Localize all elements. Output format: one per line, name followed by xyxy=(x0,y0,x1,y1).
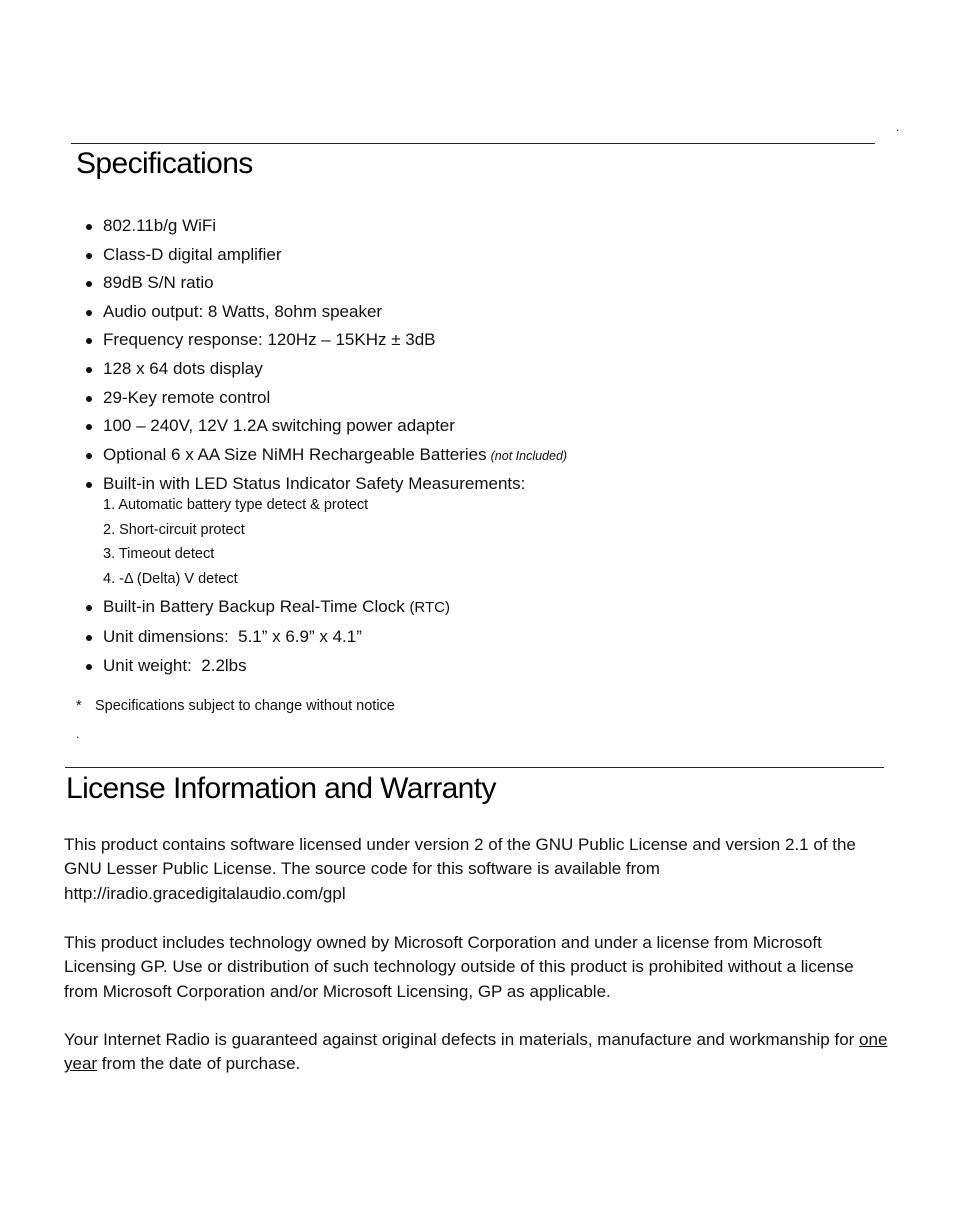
led-sub-item: 3. Timeout detect xyxy=(103,546,215,563)
specifications-list xyxy=(80,212,567,680)
spec-item: 89dB S/N ratio xyxy=(80,269,567,298)
spec-item-rtc xyxy=(80,593,567,623)
spec-item-dimensions: Unit dimensions: 5.1” x 6.9” x 4.1” xyxy=(80,623,567,652)
license-heading: License Information and Warranty xyxy=(66,772,496,805)
spec-item: 29-Key remote control xyxy=(80,384,567,413)
specifications-heading: Specifications xyxy=(76,147,253,180)
rtc-text: Built-in Battery Backup Real-Time Clock xyxy=(103,597,405,617)
spec-item: 100 – 240V, 12V 1.2A switching power adapter xyxy=(80,412,567,441)
spec-item: 128 x 64 dots display xyxy=(80,355,567,384)
warranty-text-after: from the date of purchase. xyxy=(97,1054,301,1074)
warranty-term: one year xyxy=(64,1030,888,1074)
license-paragraph-microsoft: This product includes technology owned by Microsoft Corporation and under a license from Microsoft Licensing GP. Use or distribution of such technology outside of this product is prohibited without a license from Microsoft Corporation and/or Microsoft Licensing, GP as applicable. xyxy=(64,933,854,1001)
spec-item-batteries xyxy=(80,441,567,471)
batteries-note: (not Included) xyxy=(490,448,568,463)
license-divider xyxy=(65,767,884,768)
spec-item: Frequency response: 120Hz – 15KHz ± 3dB xyxy=(80,326,567,355)
warranty-paragraph xyxy=(64,1028,890,1077)
spec-item: Class-D digital amplifier xyxy=(80,241,567,270)
specifications-divider xyxy=(71,143,875,144)
spec-item-led xyxy=(80,470,567,591)
led-sub-list xyxy=(103,493,567,591)
led-sub-item: 1. Automatic battery type detect & protect xyxy=(103,496,369,513)
led-sub-item: 2. Short-circuit protect xyxy=(103,521,245,538)
rtc-abbr: (RTC) xyxy=(409,599,450,617)
license-paragraph-gpl: This product contains software licensed under version 2 of the GNU Public License and version 2.1 of the GNU Lesser Public License. The source code for this software is available from http://iradio.gracedigitalaudio.com/gpl xyxy=(64,835,856,903)
spec-item: 802.11b/g WiFi xyxy=(80,212,567,241)
footnote-text: Specifications subject to change without notice xyxy=(95,698,395,714)
spec-item: Audio output: 8 Watts, 8ohm speaker xyxy=(80,298,567,327)
led-sub-item: 4. -Δ (Delta) V detect xyxy=(103,570,238,587)
spec-item-weight: Unit weight: 2.2lbs xyxy=(80,652,567,681)
page-mark-mid-left: . xyxy=(76,727,80,741)
footnote-marker: * xyxy=(76,698,82,714)
batteries-text: Optional 6 x AA Size NiMH Rechargeable Batteries xyxy=(103,444,487,464)
specifications-footnote xyxy=(76,697,395,715)
warranty-text-before: Your Internet Radio is guaranteed against original defects in materials, manufacture and workmanship for xyxy=(64,1030,860,1049)
page-mark-top-right: . xyxy=(896,120,900,134)
led-text: Built-in with LED Status Indicator Safety Measurements: xyxy=(103,474,526,494)
